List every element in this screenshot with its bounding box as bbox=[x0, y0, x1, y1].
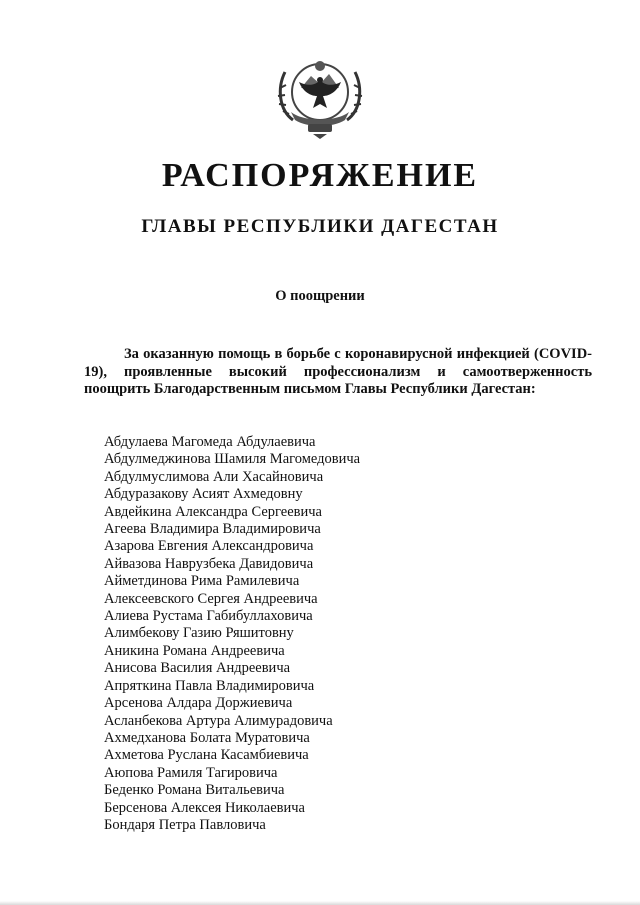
document-title: РАСПОРЯЖЕНИЕ bbox=[161, 157, 479, 194]
list-item: Айметдинова Рима Рамилевича bbox=[104, 573, 300, 590]
document-subject: О поощрении bbox=[275, 288, 365, 304]
list-item: Беденко Романа Витальевича bbox=[104, 782, 285, 799]
intro-paragraph: За оказанную помощь в борьбе с коронавирусной инфекцией (COVID-19), проявленные высокий профессионализм и самоотверженность поощрить Благодарственным письмом Главы Республики Дагестан: bbox=[84, 346, 592, 398]
coat-of-arms-icon bbox=[273, 50, 367, 140]
list-item: Авдейкина Александра Сергеевича bbox=[104, 503, 322, 520]
list-item: Апряткина Павла Владимировича bbox=[104, 677, 315, 694]
list-item: Ахмедханова Болата Муратовича bbox=[104, 729, 310, 746]
list-item: Арсенова Алдара Доржиевича bbox=[104, 695, 293, 712]
list-item: Абдуразакову Асият Ахмедовну bbox=[104, 486, 303, 503]
list-item: Азарова Евгения Александровича bbox=[104, 538, 314, 555]
list-item: Абдулмуслимова Али Хасайновича bbox=[104, 468, 324, 485]
list-item: Айвазова Наврузбека Давидовича bbox=[104, 555, 314, 572]
list-item: Бондаря Петра Павловича bbox=[104, 816, 266, 833]
list-item: Агеева Владимира Владимировича bbox=[104, 521, 321, 538]
list-item: Анисова Василия Андреевича bbox=[104, 660, 291, 677]
list-item: Аникина Романа Андреевича bbox=[104, 642, 285, 659]
list-item: Алексеевского Сергея Андреевича bbox=[104, 590, 318, 607]
page-edge bbox=[0, 901, 640, 905]
list-item: Асланбекова Артура Алимурадовича bbox=[104, 712, 333, 729]
list-item: Ахметова Руслана Касамбиевича bbox=[104, 747, 309, 764]
list-item: Алиева Рустама Габибуллаховича bbox=[104, 608, 313, 625]
list-item: Абдулмеджинова Шамиля Магомедовича bbox=[104, 451, 361, 468]
awardee-list bbox=[104, 434, 360, 834]
list-item: Абдулаева Магомеда Абдулаевича bbox=[104, 434, 316, 450]
list-item: Берсенова Алексея Николаевича bbox=[104, 799, 305, 816]
list-item: Аюпова Рамиля Тагировича bbox=[104, 764, 278, 781]
list-item: Алимбекову Газию Ряшитовну bbox=[104, 625, 294, 642]
document-subtitle: ГЛАВЫ РЕСПУБЛИКИ ДАГЕСТАН bbox=[141, 216, 499, 237]
